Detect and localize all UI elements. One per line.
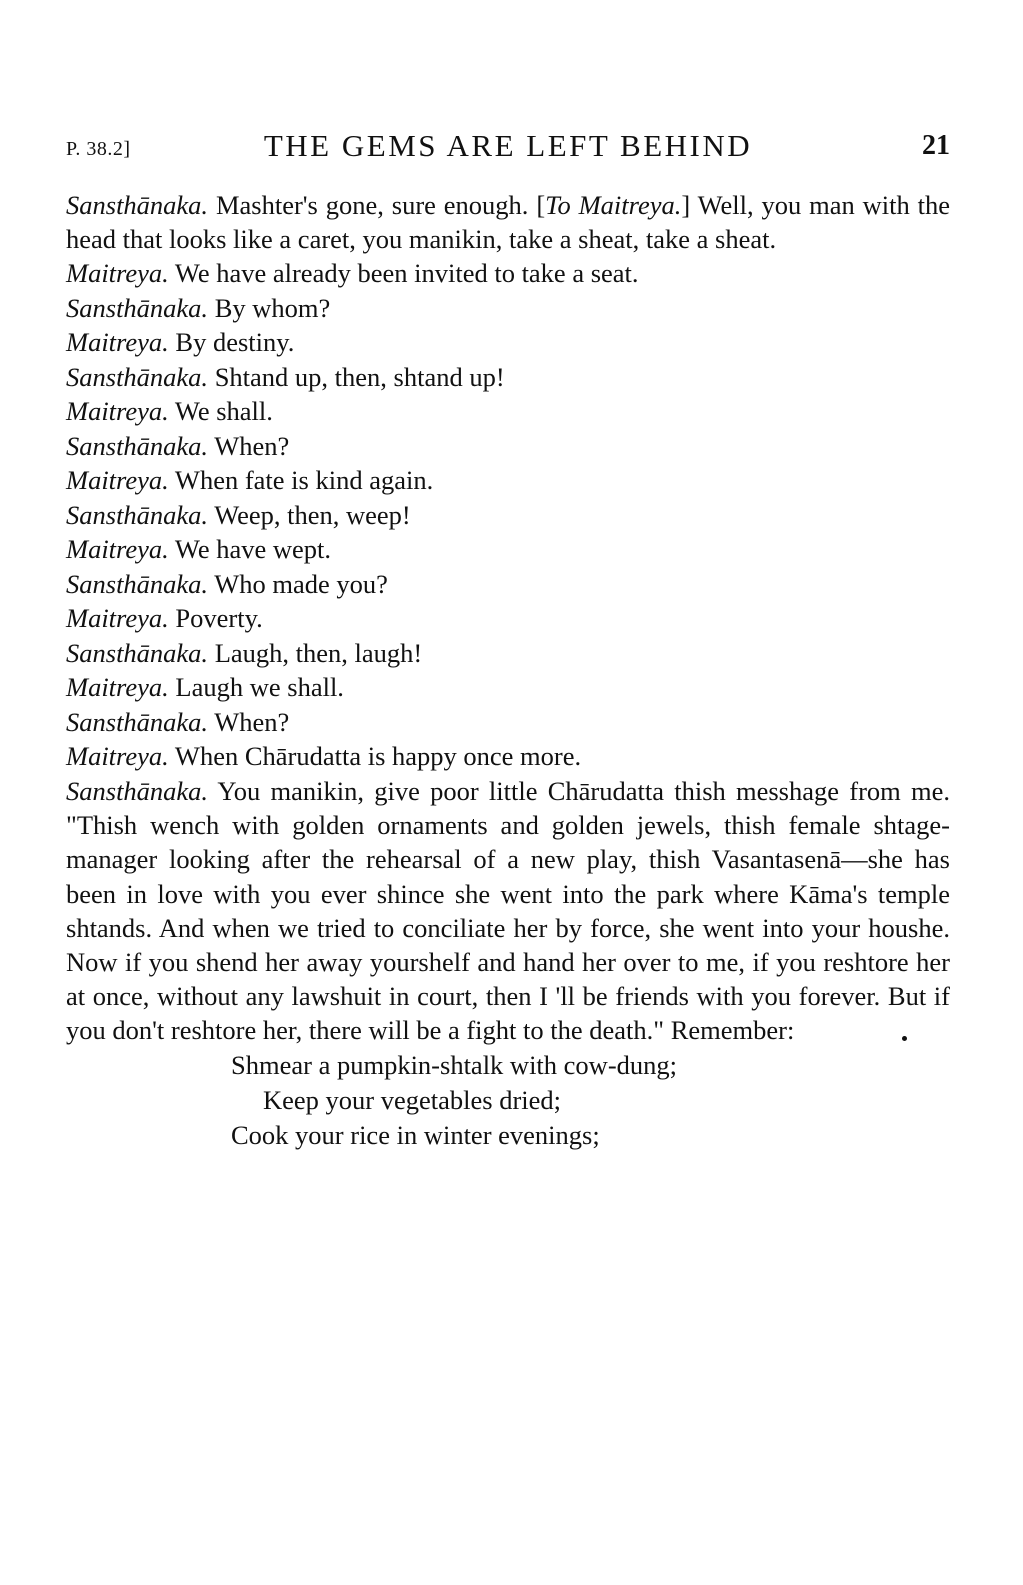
speaker-name: Maitreya.	[66, 258, 169, 289]
speaker-name: Sansthānaka.	[66, 499, 209, 530]
speaker-name: Sansthānaka.	[66, 637, 209, 668]
speaker-name: Sansthānaka.	[66, 292, 209, 323]
dialogue-line	[66, 567, 950, 602]
dialogue-line	[66, 636, 950, 671]
speaker-name: Sansthānaka.	[66, 775, 209, 806]
dialogue-line	[66, 670, 950, 705]
line-text: By destiny.	[168, 327, 295, 358]
line-text: ] Well, you man with the head that looks like a caret, you manikin, take a sheat, take a sheat.	[66, 190, 950, 255]
verse-line: Shmear a pumpkin-shtalk with cow-dung;	[231, 1049, 678, 1080]
speaker-name: Maitreya.	[66, 603, 169, 634]
speaker-name: Maitreya.	[66, 534, 169, 565]
book-page	[66, 128, 950, 1153]
speaker-name: Sansthānaka.	[66, 430, 209, 461]
dialogue-line	[66, 360, 950, 395]
dialogue-line	[66, 188, 950, 256]
line-text: Poverty.	[168, 603, 263, 634]
dialogue-line	[66, 739, 950, 774]
line-text: Laugh we shall.	[168, 672, 344, 703]
speaker-name: Maitreya.	[66, 396, 169, 427]
line-text: We have wept.	[168, 534, 331, 565]
line-text: When fate is kind again.	[168, 465, 434, 496]
dialogue-line	[66, 429, 950, 464]
dialogue-paragraph	[66, 774, 950, 1048]
speaker-name: Maitreya.	[66, 327, 169, 358]
running-title: THE GEMS ARE LEFT BEHIND	[263, 128, 753, 163]
line-text: You manikin, give poor little Chārudatta thish messhage from me. "Thish wench with golden ornaments and golden jewels, thish female shtage-manager looking after the rehearsal of a new play, thish Vasantasenā—she has been in love with you ever shince she went into the park where Kāma's temple shtands. And when we tried to conciliate her by force, she went into your houshe. Now if you shend her away yourshelf and hand her over to me, if you reshtore her at once, without any lawshuit in court, then I 'll be friends with you forever. But if you don't reshtore her, there will be a fight to the death." Remember:	[66, 775, 950, 1046]
speaker-name: Sansthānaka.	[66, 361, 209, 392]
speaker-name: Maitreya.	[66, 741, 169, 772]
line-text: Laugh, then, laugh!	[208, 637, 423, 668]
dialogue-line	[66, 498, 950, 533]
speaker-name: Maitreya.	[66, 465, 169, 496]
stage-direction: To Maitreya.	[545, 190, 682, 220]
dialogue-line	[66, 325, 950, 360]
line-text: Mashter's gone, sure enough. [	[208, 190, 546, 220]
dialogue-line	[66, 256, 950, 291]
speaker-name: Sansthānaka.	[66, 568, 209, 599]
line-text: We have already been invited to take a seat.	[168, 258, 639, 289]
speaker-name: Sansthānaka.	[66, 706, 209, 737]
section-reference: P. 38.2]	[66, 138, 131, 160]
dialogue-line	[66, 394, 950, 429]
line-text: When?	[208, 706, 290, 737]
dialogue-line	[66, 463, 950, 498]
verse-line: Keep your vegetables dried;	[263, 1084, 562, 1115]
dialogue-line	[66, 601, 950, 636]
line-text: By whom?	[208, 292, 331, 323]
speaker-name: Sansthānaka.	[66, 190, 209, 220]
speaker-name: Maitreya.	[66, 672, 169, 703]
line-text: We shall.	[168, 396, 273, 427]
page-number: 21	[922, 130, 950, 161]
line-text: Weep, then, weep!	[208, 499, 411, 530]
line-text: When Chārudatta is happy once more.	[168, 741, 582, 772]
running-header	[66, 128, 950, 172]
verse-block	[66, 1048, 950, 1153]
verse-line: Cook your rice in winter evenings;	[231, 1119, 600, 1150]
line-text: When?	[208, 430, 290, 461]
dialogue-line	[66, 705, 950, 740]
line-text: Who made you?	[208, 568, 388, 599]
dialogue-line	[66, 291, 950, 326]
dialogue-line	[66, 532, 950, 567]
line-text: Shtand up, then, shtand up!	[208, 361, 505, 392]
